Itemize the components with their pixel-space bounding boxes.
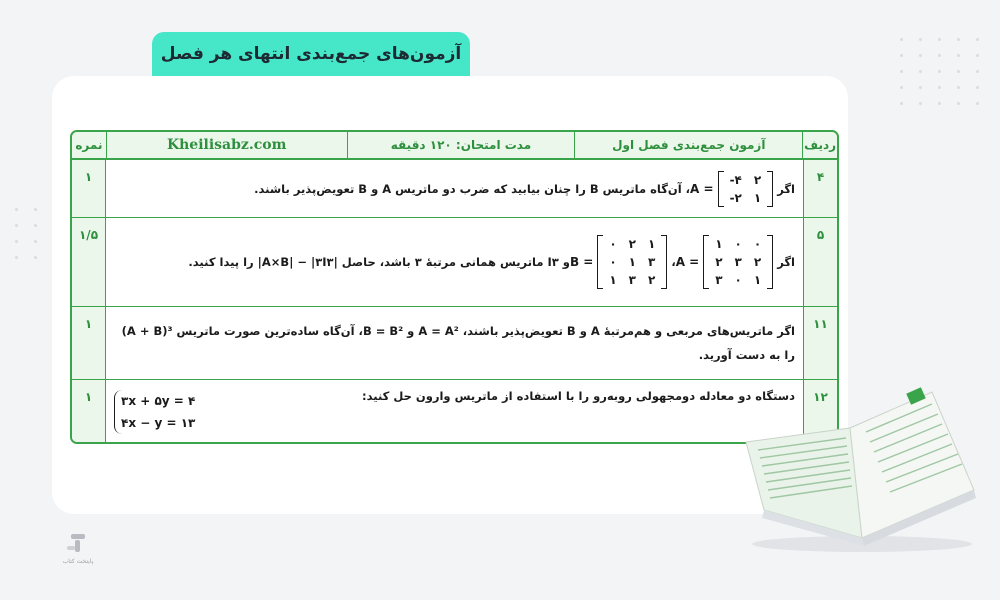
equation-system (114, 390, 195, 434)
exam-header (72, 132, 837, 160)
matrix-cell: ۲ (628, 237, 636, 251)
header-row-number: ردیف (802, 132, 837, 158)
matrix-cell: -۲ (729, 190, 742, 205)
matrix-cell: -۴ (729, 172, 742, 187)
matrix-cell: ۰ (609, 237, 617, 251)
question-row (72, 307, 837, 380)
decorative-dots-right (900, 38, 982, 105)
matrix-cell: ۲ (753, 172, 762, 187)
matrix-cell: ۱ (628, 255, 636, 269)
question-row (72, 380, 837, 442)
open-book-illustration (742, 386, 980, 556)
matrix-label: B = (569, 255, 594, 269)
question-row (72, 218, 837, 307)
question-score: ۱/۵ (72, 218, 106, 306)
question-number: ۱۱ (803, 307, 837, 379)
matrix-cell: ۱ (647, 237, 656, 251)
question-text-part: دستگاه دو معادله دومجهولی روبه‌رو را با استفاده از ماتریس وارون حل کنید: (362, 389, 795, 403)
matrix-cell: ۳ (647, 255, 656, 269)
matrix-label: A = (690, 181, 714, 196)
exam-sheet (70, 130, 839, 444)
header-score: نمره (75, 138, 103, 152)
content-card (52, 76, 848, 514)
section-banner (152, 32, 470, 76)
question-number: ۱۲ (803, 380, 837, 442)
matrix-cell: ۳ (628, 273, 636, 287)
banner-title: آزمون‌های جمع‌بندی انتهای هر فصل (160, 44, 462, 64)
matrix-cell: ۳ (734, 255, 742, 269)
header-duration: مدت امتحان: ۱۲۰ دقیقه (347, 132, 575, 158)
matrix-cell: ۲ (753, 255, 762, 269)
question-text (106, 160, 803, 217)
question-text (106, 218, 803, 306)
question-text-part: و I۳ ماتریس همانی مرتبهٔ ۳ باشد، حاصل |A×B| − |۳I۳| را پیدا کنید. (188, 255, 570, 269)
question-number: ۴ (803, 160, 837, 217)
question-score: ۱ (72, 160, 106, 217)
publisher-logo-icon (65, 532, 91, 556)
equation-line: ۳x + ۵y = ۴ (121, 394, 196, 408)
equation-line: ۴x − y = ۱۳ (121, 416, 196, 430)
matrix-b (597, 235, 667, 289)
matrix-cell: ۰ (734, 273, 742, 287)
question-text (106, 380, 803, 442)
question-number: ۵ (803, 218, 837, 306)
publisher-logo-text: پایتخت کتاب (62, 558, 94, 565)
publisher-logo (55, 532, 101, 565)
question-text-part: اگر (777, 255, 795, 269)
matrix-cell: ۱ (753, 273, 762, 287)
matrix-cell: ۱ (715, 237, 723, 251)
matrix-cell: ۰ (609, 255, 617, 269)
question-row (72, 160, 837, 218)
matrix-a (718, 171, 774, 207)
question-score: ۱ (72, 307, 106, 379)
question-text: اگر ماتریس‌های مربعی و هم‌مرتبهٔ A و B تعویض‌پذیر باشند، A = A² و B = B²، آن‌گاه ساده‌ترین صورت ماتریس ³(A + B) را به دست آورید. (121, 324, 795, 362)
matrix-cell: ۳ (715, 273, 723, 287)
matrix-cell: ۰ (734, 237, 742, 251)
question-text-part: اگر (777, 181, 795, 196)
header-exam-title: آزمون جمع‌بندی فصل اول (574, 132, 802, 158)
matrix-cell: ۲ (647, 273, 656, 287)
question-text-part: ، آن‌گاه ماتریس B را چنان بیابید که ضرب دو ماتریس A و B تعویض‌پذیر باشند. (254, 181, 691, 196)
matrix-cell: ۲ (715, 255, 723, 269)
matrix-label: A = (675, 255, 700, 269)
matrix-a (703, 235, 773, 289)
matrix-cell: ۰ (753, 237, 762, 251)
header-website: Kheilisabz.com (106, 132, 347, 158)
question-text-part: ، (671, 255, 676, 269)
question-score: ۱ (72, 380, 106, 442)
matrix-cell: ۱ (753, 190, 762, 205)
matrix-cell: ۱ (609, 273, 617, 287)
